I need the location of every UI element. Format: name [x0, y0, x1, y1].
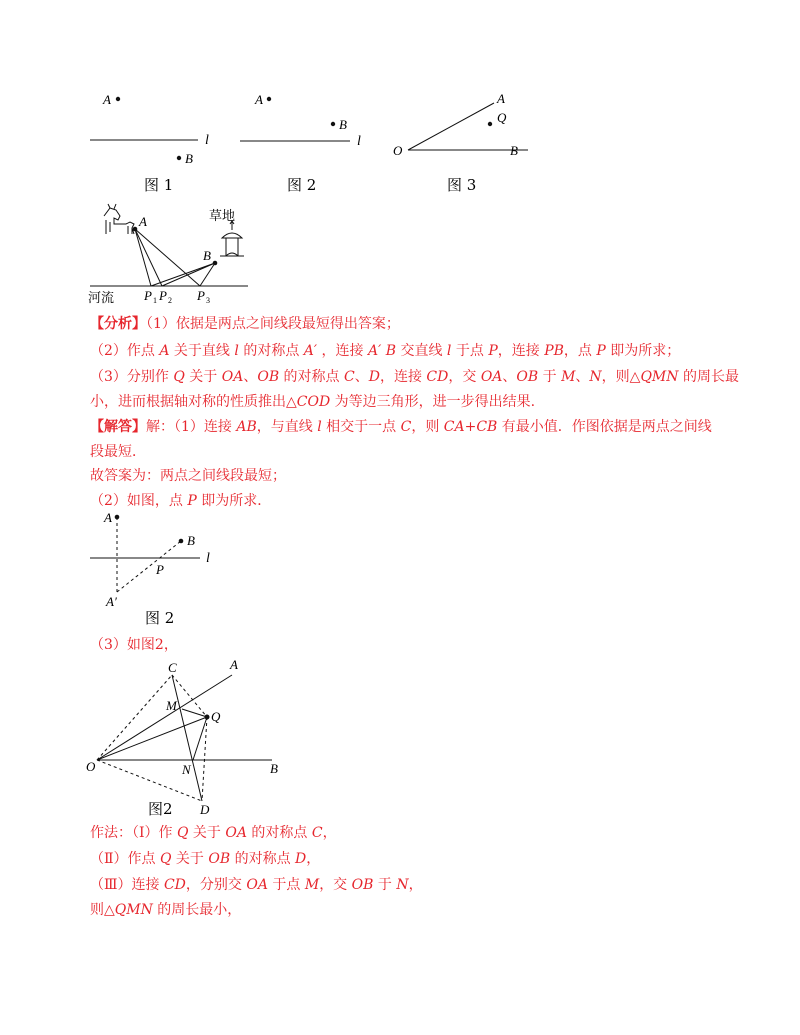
reflection-figure-caption: 图 2: [145, 609, 175, 627]
svg-text:C: C: [168, 660, 177, 675]
svg-text:B: B: [203, 248, 211, 263]
svg-text:A: A: [139, 214, 147, 229]
method-line-3: （Ⅲ）连接 CD，分别交 OA 于点 M，交 OB 于 N，: [90, 877, 423, 893]
svg-text:B: B: [185, 151, 193, 166]
river-scene-figure: [80, 200, 280, 310]
svg-text:B: B: [187, 533, 195, 548]
analysis-line-1: 【分析】（1）依据是两点之间线段最短得出答案；: [90, 316, 400, 332]
construction-figure-caption: 图2: [148, 800, 173, 818]
svg-text:A: A: [103, 92, 111, 107]
method-line-2: （Ⅱ）作点 Q 关于 OB 的对称点 D，: [90, 851, 321, 867]
svg-text:3: 3: [206, 296, 210, 305]
figure-1-caption: 图 1: [144, 176, 174, 194]
figure-3-caption: 图 3: [447, 176, 477, 194]
figure-2: [240, 92, 361, 194]
analysis-line-2: （2）作点 A 关于直线 l 的对称点 A′ ，连接 A′ B 交直线 l 于点 P，连接 PB，点 P 即为所求；: [90, 343, 681, 359]
method-line-1: 作法：（Ⅰ）作 Q 关于 OA 的对称点 C，: [90, 825, 337, 841]
svg-text:D: D: [200, 802, 210, 817]
figure-2-caption: 图 2: [287, 176, 317, 194]
svg-text:P: P: [156, 562, 164, 577]
svg-text:A: A: [104, 510, 112, 525]
svg-text:B: B: [510, 143, 518, 158]
svg-text:2: 2: [168, 296, 172, 305]
solution-line-4: （2）如图，点 P 即为所求．: [90, 493, 272, 509]
svg-text:O: O: [393, 143, 403, 158]
method-line-4: 则△QMN 的周长最小，: [90, 902, 242, 918]
analysis-line-3: （3）分别作 Q 关于 OA、OB 的对称点 C、D，连接 CD，交 OA、OB 于 M、N，则△QMN 的周长最: [90, 369, 739, 385]
solution-line-2: 段最短．: [90, 444, 146, 460]
svg-text:Q: Q: [211, 709, 221, 724]
figure-3: [393, 91, 528, 194]
triangle-construction-figure: [80, 655, 300, 825]
svg-text:A: A: [497, 91, 505, 106]
svg-text:A: A: [255, 92, 263, 107]
svg-text:l: l: [205, 133, 209, 148]
svg-text:l: l: [206, 551, 210, 566]
figure-1: [90, 92, 209, 194]
solution-line-1: 【解答】解：（1）连接 AB，与直线 l 相交于一点 C，则 CA+CB 有最小值．作图依据是两点之间线: [90, 419, 712, 435]
svg-text:O: O: [86, 759, 96, 774]
grass-tent-icon: [220, 221, 244, 256]
svg-text:河流: 河流: [88, 290, 115, 305]
svg-text:B: B: [339, 117, 347, 132]
analysis-line-4: 小，进而根据轴对称的性质推出△COD 为等边三角形，进一步得出结果.: [90, 394, 536, 410]
svg-text:A: A: [230, 657, 238, 672]
solution-line-3: 故答案为：两点之间线段最短；: [90, 468, 286, 484]
solution-line-5: （3）如图2，: [90, 637, 178, 653]
svg-text:草地: 草地: [209, 208, 236, 223]
svg-text:P: P: [197, 288, 205, 303]
svg-text:1: 1: [153, 296, 157, 305]
svg-text:Q: Q: [497, 110, 507, 125]
svg-text:l: l: [357, 134, 361, 149]
top-figures: [0, 0, 800, 200]
reflection-figure: [80, 500, 260, 630]
svg-text:N: N: [182, 762, 191, 777]
svg-text:P: P: [159, 288, 167, 303]
svg-text:M: M: [166, 698, 177, 713]
horse-icon: [104, 204, 134, 234]
svg-text:B: B: [270, 761, 278, 776]
svg-text:P: P: [144, 288, 152, 303]
svg-text:A′: A′: [106, 594, 117, 609]
